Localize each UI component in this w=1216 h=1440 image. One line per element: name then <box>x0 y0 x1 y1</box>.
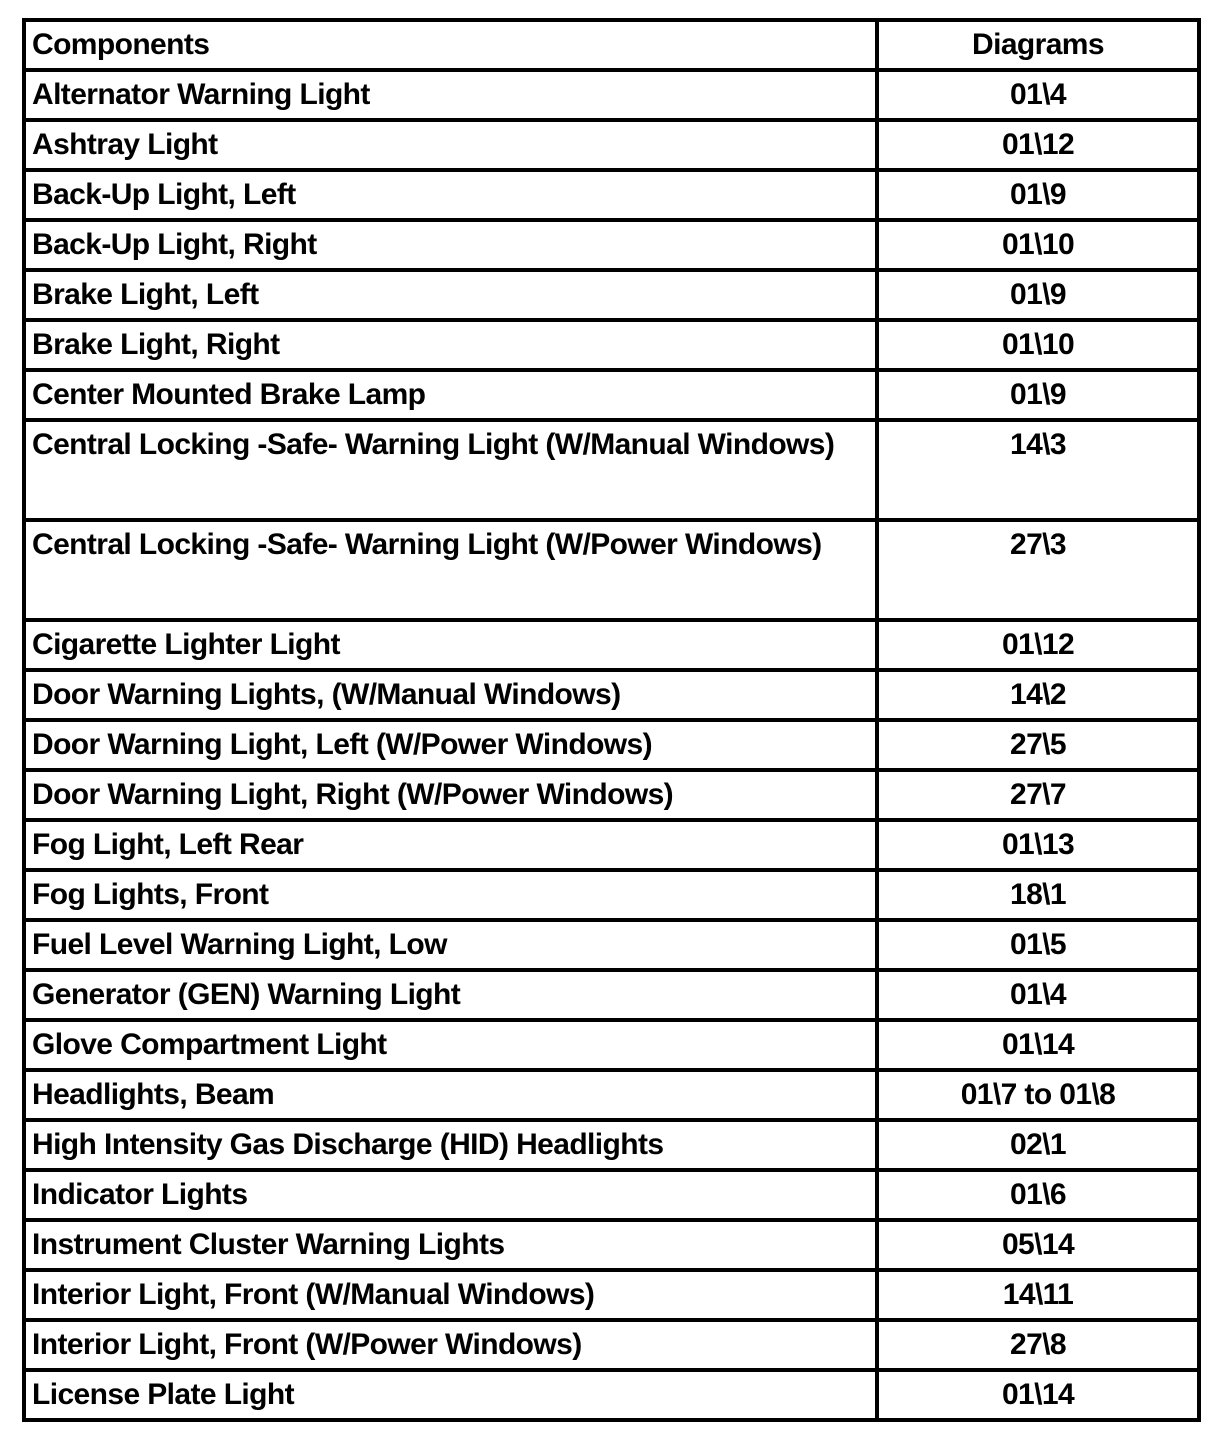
table-row <box>24 320 1199 370</box>
component-name: License Plate Light <box>32 1378 294 1411</box>
table-row <box>24 1170 1199 1220</box>
component-cell <box>24 370 877 420</box>
component-name: Back-Up Light, Right <box>32 228 317 261</box>
table-row <box>24 870 1199 920</box>
header-diagrams: Diagrams <box>877 20 1199 70</box>
component-cell <box>24 120 877 170</box>
table-row <box>24 920 1199 970</box>
diagram-cell <box>877 1270 1199 1320</box>
header-components: Components <box>24 20 877 70</box>
table-row <box>24 1070 1199 1120</box>
component-name: Indicator Lights <box>32 1178 248 1211</box>
component-cell <box>24 1370 877 1420</box>
diagram-cell <box>877 920 1199 970</box>
table-row <box>24 520 1199 620</box>
diagram-reference: 01\4 <box>1010 78 1066 111</box>
component-name: Headlights, Beam <box>32 1078 275 1111</box>
table-body <box>24 70 1199 1420</box>
diagram-cell <box>877 1170 1199 1220</box>
header-row <box>24 20 1199 70</box>
table-row <box>24 1220 1199 1270</box>
diagram-cell <box>877 1320 1199 1370</box>
table-row <box>24 70 1199 120</box>
diagram-reference: 01\9 <box>1010 378 1066 411</box>
component-name: Door Warning Light, Right (W/Power Windows) <box>32 778 674 811</box>
table-row <box>24 1120 1199 1170</box>
diagram-reference: 01\4 <box>1010 978 1066 1011</box>
diagram-cell <box>877 170 1199 220</box>
component-name: Central Locking -Safe- Warning Light (W/Manual Windows) <box>32 428 835 461</box>
diagram-cell <box>877 720 1199 770</box>
component-name: Interior Light, Front (W/Power Windows) <box>32 1328 582 1361</box>
diagram-cell <box>877 1220 1199 1270</box>
component-name: Brake Light, Left <box>32 278 259 311</box>
components-table <box>22 18 1201 1422</box>
table-row <box>24 770 1199 820</box>
component-cell <box>24 270 877 320</box>
diagram-cell <box>877 220 1199 270</box>
diagram-cell <box>877 820 1199 870</box>
diagram-reference: 01\5 <box>1010 928 1066 961</box>
diagram-cell <box>877 370 1199 420</box>
table-row <box>24 1270 1199 1320</box>
component-name: Alternator Warning Light <box>32 78 370 111</box>
component-name: Fog Light, Left Rear <box>32 828 304 861</box>
component-name: High Intensity Gas Discharge (HID) Headlights <box>32 1128 664 1161</box>
diagram-reference: 27\5 <box>1010 728 1066 761</box>
table-row <box>24 370 1199 420</box>
diagram-reference: 01\10 <box>1001 328 1075 361</box>
component-cell <box>24 1320 877 1370</box>
diagram-reference: 01\9 <box>1010 178 1066 211</box>
component-name: Ashtray Light <box>32 128 218 161</box>
component-cell <box>24 670 877 720</box>
diagram-cell <box>877 120 1199 170</box>
component-name: Door Warning Light, Left (W/Power Windows) <box>32 728 653 761</box>
component-name: Generator (GEN) Warning Light <box>32 978 461 1011</box>
diagram-reference: 05\14 <box>1001 1228 1075 1261</box>
table-row <box>24 220 1199 270</box>
component-name: Brake Light, Right <box>32 328 280 361</box>
component-cell <box>24 1070 877 1120</box>
table-row <box>24 670 1199 720</box>
component-name: Interior Light, Front (W/Manual Windows) <box>32 1278 595 1311</box>
component-cell <box>24 420 877 520</box>
table-row <box>24 820 1199 870</box>
diagram-cell <box>877 970 1199 1020</box>
component-cell <box>24 720 877 770</box>
diagram-reference: 01\9 <box>1010 278 1066 311</box>
component-name: Back-Up Light, Left <box>32 178 296 211</box>
component-name: Cigarette Lighter Light <box>32 628 340 661</box>
diagram-cell <box>877 670 1199 720</box>
diagram-reference: 27\7 <box>1010 778 1066 811</box>
diagram-cell <box>877 870 1199 920</box>
component-name: Central Locking -Safe- Warning Light (W/Power Windows) <box>32 528 822 561</box>
diagram-reference: 27\3 <box>1010 528 1066 561</box>
diagram-reference: 18\1 <box>1010 878 1066 911</box>
diagram-cell <box>877 1120 1199 1170</box>
diagram-reference: 01\10 <box>1001 228 1075 261</box>
diagram-cell <box>877 520 1199 620</box>
diagram-reference: 27\8 <box>1010 1328 1066 1361</box>
component-cell <box>24 1270 877 1320</box>
table-row <box>24 620 1199 670</box>
component-cell <box>24 1020 877 1070</box>
diagram-cell <box>877 420 1199 520</box>
diagram-cell <box>877 320 1199 370</box>
component-cell <box>24 1220 877 1270</box>
component-name: Glove Compartment Light <box>32 1028 387 1061</box>
diagram-cell <box>877 1020 1199 1070</box>
component-name: Center Mounted Brake Lamp <box>32 378 426 411</box>
component-cell <box>24 920 877 970</box>
component-name: Door Warning Lights, (W/Manual Windows) <box>32 678 621 711</box>
component-name: Fog Lights, Front <box>32 878 269 911</box>
diagram-reference: 14\11 <box>1002 1278 1074 1311</box>
diagram-cell <box>877 270 1199 320</box>
table-row <box>24 270 1199 320</box>
diagram-cell <box>877 620 1199 670</box>
component-cell <box>24 320 877 370</box>
diagram-reference: 01\7 to 01\8 <box>960 1078 1116 1111</box>
components-table-container <box>22 18 1197 1428</box>
component-cell <box>24 1120 877 1170</box>
component-cell <box>24 820 877 870</box>
diagram-cell <box>877 70 1199 120</box>
diagram-cell <box>877 770 1199 820</box>
diagram-reference: 01\12 <box>1001 128 1075 161</box>
component-cell <box>24 220 877 270</box>
diagram-reference: 02\1 <box>1010 1128 1066 1161</box>
component-cell <box>24 770 877 820</box>
table-row <box>24 1370 1199 1420</box>
component-cell <box>24 970 877 1020</box>
diagram-reference: 14\2 <box>1010 678 1066 711</box>
component-name: Fuel Level Warning Light, Low <box>32 928 447 961</box>
diagram-cell <box>877 1070 1199 1120</box>
diagram-reference: 01\14 <box>1001 1028 1075 1061</box>
diagram-reference: 14\3 <box>1010 428 1066 461</box>
component-cell <box>24 1170 877 1220</box>
table-row <box>24 420 1199 520</box>
diagram-reference: 01\6 <box>1010 1178 1066 1211</box>
table-row <box>24 170 1199 220</box>
table-row <box>24 1320 1199 1370</box>
diagram-reference: 01\12 <box>1001 628 1075 661</box>
component-cell <box>24 520 877 620</box>
component-cell <box>24 620 877 670</box>
diagram-reference: 01\14 <box>1001 1378 1075 1411</box>
component-cell <box>24 170 877 220</box>
component-cell <box>24 70 877 120</box>
component-cell <box>24 870 877 920</box>
diagram-cell <box>877 1370 1199 1420</box>
component-name: Instrument Cluster Warning Lights <box>32 1228 505 1261</box>
table-row <box>24 1020 1199 1070</box>
table-row <box>24 720 1199 770</box>
table-row <box>24 970 1199 1020</box>
table-row <box>24 120 1199 170</box>
diagram-reference: 01\13 <box>1001 828 1075 861</box>
